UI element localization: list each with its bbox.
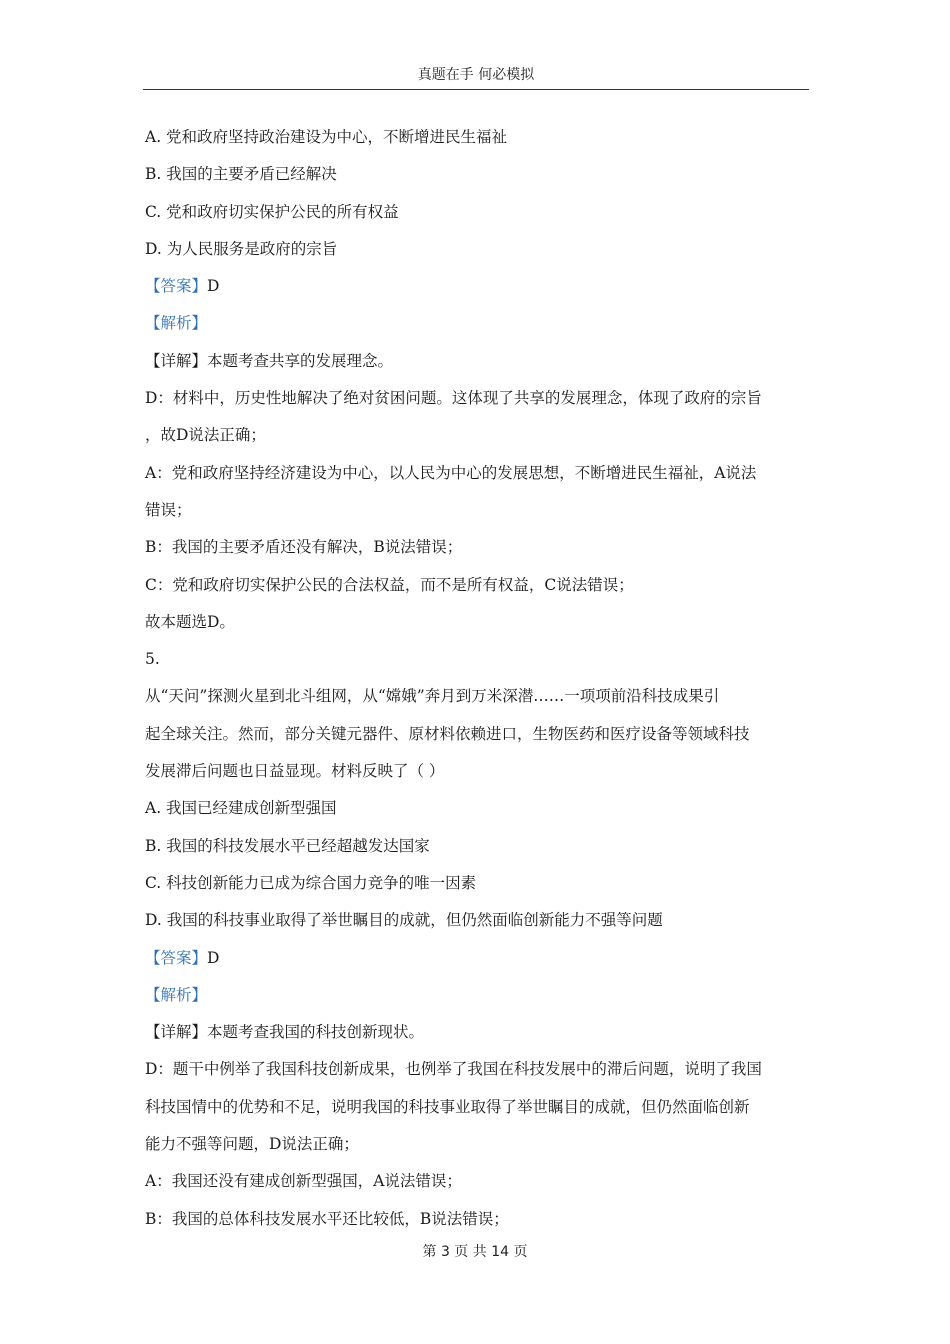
q4-option-b: B. 我国的主要矛盾已经解决 bbox=[145, 165, 337, 184]
q5-answer-tag: 【答案】 bbox=[145, 948, 208, 967]
q5-number: 5. bbox=[145, 650, 160, 669]
q4-explanation-line: C：党和政府切实保护公民的合法权益，而不是所有权益，C说法错误； bbox=[145, 575, 634, 594]
q5-option-b: B. 我国的科技发展水平已经超越发达国家 bbox=[145, 836, 430, 855]
q4-detail-line bbox=[145, 343, 810, 380]
q5-stem-line: 从“天问”探测火星到北斗组网，从“嫦娥”奔月到万米深潜……一项项前沿科技成果引 bbox=[145, 687, 720, 706]
q5-explanation-line: 能力不强等问题，D说法正确； bbox=[145, 1135, 359, 1154]
q4-analysis-tag: 【解析】 bbox=[145, 314, 208, 333]
q5-detail-line bbox=[145, 1014, 810, 1051]
q5-option-a: A. 我国已经建成创新型强国 bbox=[145, 799, 337, 818]
q5-answer-line bbox=[145, 940, 810, 977]
q4-explanation-line: B：我国的主要矛盾还没有解决，B说法错误； bbox=[145, 538, 463, 557]
q4-explanation-line: A：党和政府坚持经济建设为中心，以人民为中心的发展思想，不断增进民生福祉，A说法 bbox=[145, 463, 757, 482]
q5-answer-value: D bbox=[207, 948, 220, 967]
q5-analysis-line bbox=[145, 977, 810, 1014]
q5-option-d: D. 我国的科技事业取得了举世瞩目的成就，但仍然面临创新能力不强等问题 bbox=[145, 911, 663, 930]
q5-analysis-tag: 【解析】 bbox=[145, 985, 208, 1004]
q4-option-d: D. 为人民服务是政府的宗旨 bbox=[145, 239, 338, 258]
q5-option-c: C. 科技创新能力已成为综合国力竞争的唯一因素 bbox=[145, 873, 477, 892]
q4-explanation-line: ，故D说法正确； bbox=[145, 426, 266, 445]
page-header-title: 真题在手 何必模拟 bbox=[417, 67, 535, 83]
q4-option-a: A. 党和政府坚持政治建设为中心，不断增进民生福祉 bbox=[145, 128, 508, 146]
q5-explanation-line: B：我国的总体科技发展水平还比较低，B说法错误； bbox=[145, 1209, 509, 1228]
page-content bbox=[145, 119, 810, 1238]
q4-option-c: C. 党和政府切实保护公民的所有权益 bbox=[145, 202, 399, 221]
q4-answer-tag: 【答案】 bbox=[145, 277, 208, 296]
q4-conclusion: 故本题选D。 bbox=[145, 612, 235, 631]
q4-explanation-line: 错误； bbox=[145, 500, 192, 519]
q5-explanation-line: D：题干中例举了我国科技创新成果，也例举了我国在科技发展中的滞后问题，说明了我国 bbox=[145, 1060, 762, 1079]
q4-detail-tag: 【详解】 bbox=[145, 351, 208, 370]
q4-analysis-line bbox=[145, 305, 810, 342]
page-number: 第 3 页 共 14 页 bbox=[422, 1244, 528, 1260]
q5-explanation-line: 科技国情中的优势和不足，说明我国的科技事业取得了举世瞩目的成就，但仍然面临创新 bbox=[145, 1097, 750, 1116]
q5-explanation-line: A：我国还没有建成创新型强国，A说法错误； bbox=[145, 1172, 462, 1191]
q5-stem-line: 起全球关注。然而，部分关键元器件、原材料依赖进口，生物医药和医疗设备等领域科技 bbox=[145, 724, 750, 743]
q4-answer-value: D bbox=[207, 277, 220, 296]
q4-explanation-line: D：材料中，历史性地解决了绝对贫困问题。这体现了共享的发展理念，体现了政府的宗旨 bbox=[145, 389, 762, 408]
q4-answer-line bbox=[145, 268, 810, 305]
q5-detail-intro: 本题考查我国的科技创新现状。 bbox=[207, 1023, 425, 1042]
q5-detail-tag: 【详解】 bbox=[145, 1023, 208, 1042]
header-divider bbox=[143, 89, 809, 90]
q4-detail-intro: 本题考查共享的发展理念。 bbox=[207, 351, 394, 370]
q5-stem-line: 发展滞后问题也日益显现。材料反映了（ ） bbox=[145, 762, 445, 781]
